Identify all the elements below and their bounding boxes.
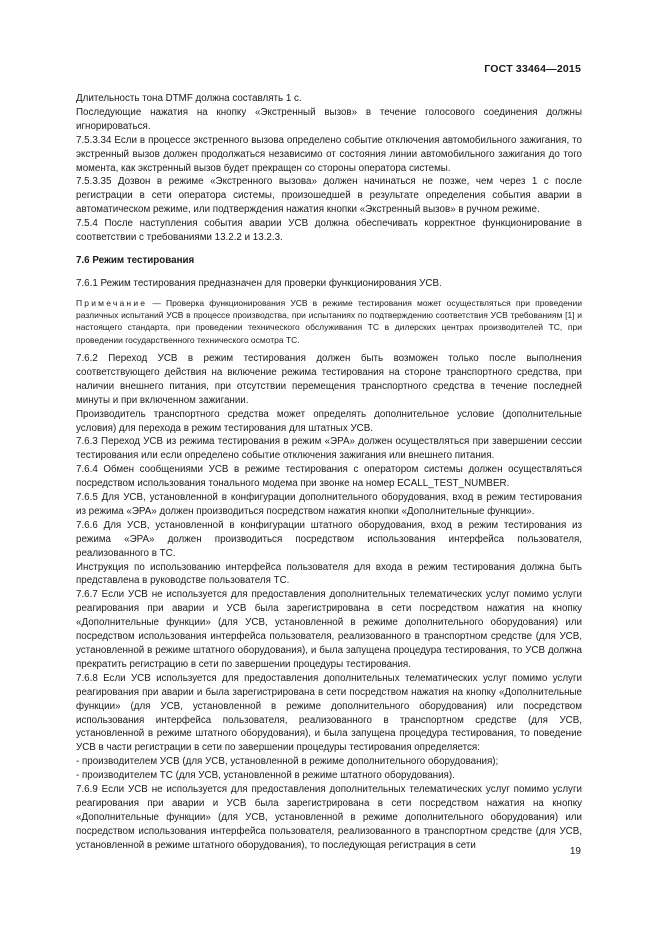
paragraph: 7.5.3.34 Если в процессе экстренного вызова определено событие отключения автомобильного зажигания, то экстренный вызов должен продолжаться независимо от состояния линии автомобильного зажигания до того момента, как экстренный вызов будет прекращен со стороны оператора системы. <box>76 134 582 174</box>
paragraph: 7.6.3 Переход УСВ из режима тестирования в режим «ЭРА» должен осуществляться при завершении сессии тестирования или если определено событие отключения зажигания или внешнего питания. <box>76 436 582 462</box>
paragraph: 7.6.6 Для УСВ, установленной в конфигурации штатного оборудования, вход в режим тестирования из режима «ЭРА» должен производиться посредством использования интерфейса пользователя, реализованного в ТС. <box>76 519 582 559</box>
page-body <box>76 92 582 853</box>
note <box>76 297 582 346</box>
paragraph: Инструкция по использованию интерфейса пользователя для входа в режим тестирования должна быть представлена в руководстве пользователя ТС. <box>76 561 582 587</box>
paragraph: Последующие нажатия на кнопку «Экстренный вызов» в течение голосового соединения должны игнорироваться. <box>76 106 582 132</box>
paragraph: 7.5.4 После наступления события аварии УСВ должна обеспечивать корректное функционирование в соответствии с требованиями 13.2.2 и 13.2.3. <box>76 218 582 244</box>
paragraph: Длительность тона DTMF должна составлять 1 с. <box>76 93 302 104</box>
paragraph: 7.6.2 Переход УСВ в режим тестирования должен быть возможен только после выполнения соответствующего действия на включение режима тестирования на стороне транспортного средства, при наличии внешнего питания, при отсутствии перемещения транспортного средства в течение последней минуты и при включенном зажигании. <box>76 352 582 406</box>
paragraph: 7.6.9 Если УСВ не используется для предоставления дополнительных телематических услуг помимо услуги реагирования при аварии и УСВ была зарегистрирована в сети посредством нажатия на кнопку «Дополнительные функции» (для УСВ, установленной в режиме дополнительного оборудования) или посредством использования интерфейса пользователя, реализованного в транспортном средстве (для УСВ, установленной в режиме штатного оборудования), то последующая регистрация в сети <box>76 784 582 851</box>
spacer <box>76 268 582 277</box>
list-item: - производителем УСВ (для УСВ, установленной в режиме дополнительного оборудования); <box>76 756 499 768</box>
paragraph: 7.6.8 Если УСВ используется для предоставления дополнительных телематических услуг помимо услуги реагирования при аварии и была зарегистрирована в сети посредством нажатия на кнопку «Дополнительные функции» (для УСВ, установленной в режиме дополнительного оборудования) или посредством использования интерфейса пользователя, реализованного в транспортном средстве (для УСВ, установленной в режиме штатного оборудования), и была запущена процедура тестирования, то поведение УСВ в части регистрации в сети по завершении процедуры тестирования определяется: <box>76 672 582 754</box>
note-label: Примечание <box>76 297 148 308</box>
document-code: ГОСТ 33464—2015 <box>484 63 581 75</box>
paragraph: 7.6.5 Для УСВ, установленной в конфигурации дополнительного оборудования, вход в режим тестирования из режима «ЭРА» должен производиться посредством нажатия кнопки «Дополнительные функции». <box>76 492 582 517</box>
paragraph: Производитель транспортного средства может определять дополнительное условие (дополнительные условия) для перехода в режим тестирования для штатных УСВ. <box>76 408 582 434</box>
paragraph: 7.5.3.35 Дозвон в режиме «Экстренного вызова» должен начинаться не позже, чем через 1 с после регистрации в сети оператора системы, произошедшей в результате определения события аварии в автоматическом режиме, или подтверждения нажатия кнопки «Экстренный вызов» в ручном режиме. <box>76 176 582 216</box>
note-text: — Проверка функционирования УСВ в режиме тестирования может осуществляться при проведении различных испытаний УСВ в процессе производства, при испытаниях по подтверждению соответствия УСВ требованиям [1] и настоящего стандарта, при проведении технического обслуживания ТС в дилерских центрах производителей ТС, при проведении государственного технического осмотра ТС. <box>76 297 582 345</box>
paragraph: 7.6.1 Режим тестирования предназначен для проверки функционирования УСВ. <box>76 277 442 289</box>
page-number: 19 <box>569 846 581 857</box>
section-heading: 7.6 Режим тестирования <box>76 254 195 266</box>
spacer <box>76 245 582 254</box>
paragraph: 7.6.7 Если УСВ не используется для предоставления дополнительных телематических услуг помимо услуги реагирования при аварии и УСВ была зарегистрирована в сети посредством нажатия на кнопку «Дополнительные функции» (для УСВ, установленной в режиме дополнительного оборудования) или посредством использования интерфейса пользователя, реализованного в транспортном средстве (для УСВ, установленной в режиме штатного оборудования), и была запущена процедура тестирования, то УСВ должна прекратить регистрацию в сети по завершении процедуры тестирования. <box>76 589 582 670</box>
paragraph: 7.6.4 Обмен сообщениями УСВ в режиме тестирования с оператором системы должен осуществляться посредством использования тонального модема при звонке на номер ECALL_TEST_NUMBER. <box>76 464 582 490</box>
list-item: - производителем ТС (для УСВ, установленной в режиме штатного оборудования). <box>76 770 455 782</box>
